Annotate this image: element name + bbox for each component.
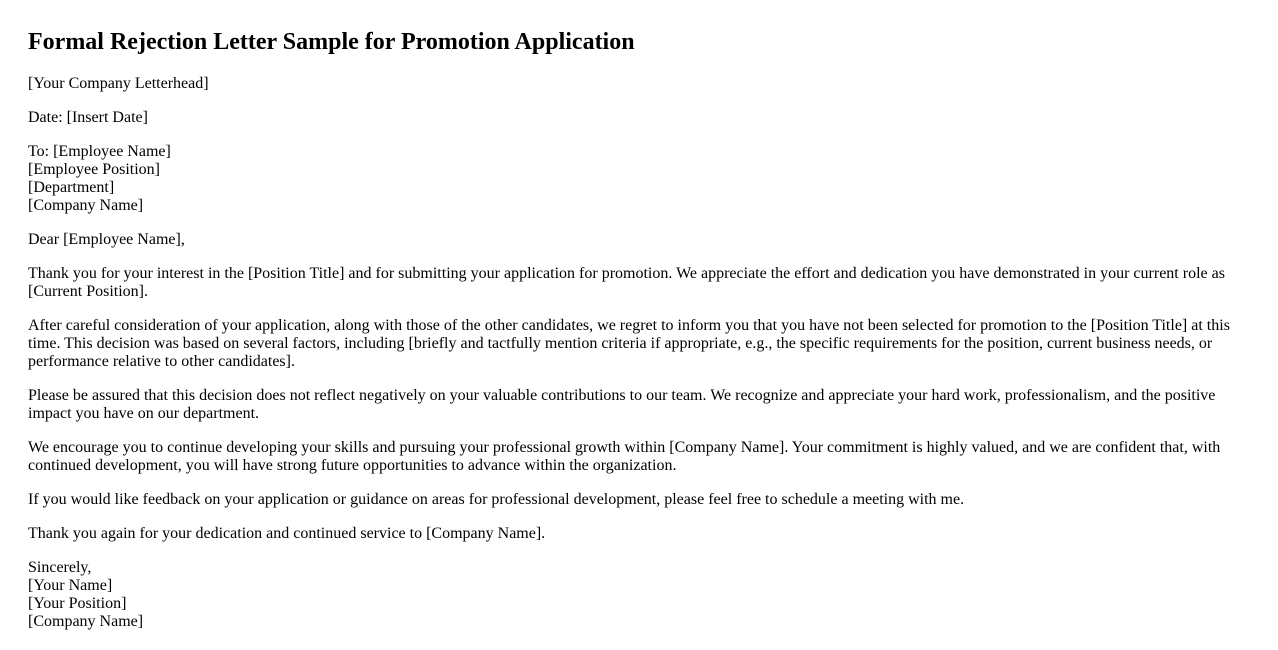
sender-position: [Your Position]	[28, 595, 127, 612]
body-paragraph-3: Please be assured that this decision does not reflect negatively on your valuable contributions to our team. We recognize and appreciate your hard work, professionalism, and the positive impact you have on our department.	[28, 387, 1216, 422]
recipient-block	[28, 143, 1242, 215]
page-title: Formal Rejection Letter Sample for Promotion Application	[28, 29, 635, 55]
body-paragraph-6: Thank you again for your dedication and continued service to [Company Name].	[28, 525, 546, 542]
body-paragraph-2: After careful consideration of your application, along with those of the other candidates, we regret to inform you that you have not been selected for promotion to the [Position Title] at this time. This decision was based on several factors, including [briefly and tactfully mention criteria if appropriate, e.g., the specific requirements for the position, current business needs, or performance relative to other candidates].	[28, 317, 1230, 370]
body-paragraph-1: Thank you for your interest in the [Position Title] and for submitting your application for promotion. We appreciate the effort and dedication you have demonstrated in your current role as [Current Position].	[28, 265, 1225, 300]
letterhead: [Your Company Letterhead]	[28, 75, 209, 92]
salutation: Dear [Employee Name],	[28, 231, 185, 248]
recipient-department: [Department]	[28, 179, 115, 196]
recipient-position: [Employee Position]	[28, 161, 160, 178]
body-paragraph-5: If you would like feedback on your application or guidance on areas for professional development, please feel free to schedule a meeting with me.	[28, 491, 965, 508]
letter-date: Date: [Insert Date]	[28, 109, 148, 126]
sender-company: [Company Name]	[28, 613, 144, 630]
recipient-company: [Company Name]	[28, 197, 144, 214]
closing-block	[28, 559, 1242, 631]
recipient-name: To: [Employee Name]	[28, 143, 171, 160]
closing-signoff: Sincerely,	[28, 559, 92, 576]
body-paragraph-4: We encourage you to continue developing your skills and pursuing your professional growth within [Company Name]. Your commitment is highly valued, and we are confident that, with continued development, you will have strong future opportunities to advance within the organization.	[28, 439, 1221, 474]
sender-name: [Your Name]	[28, 577, 113, 594]
